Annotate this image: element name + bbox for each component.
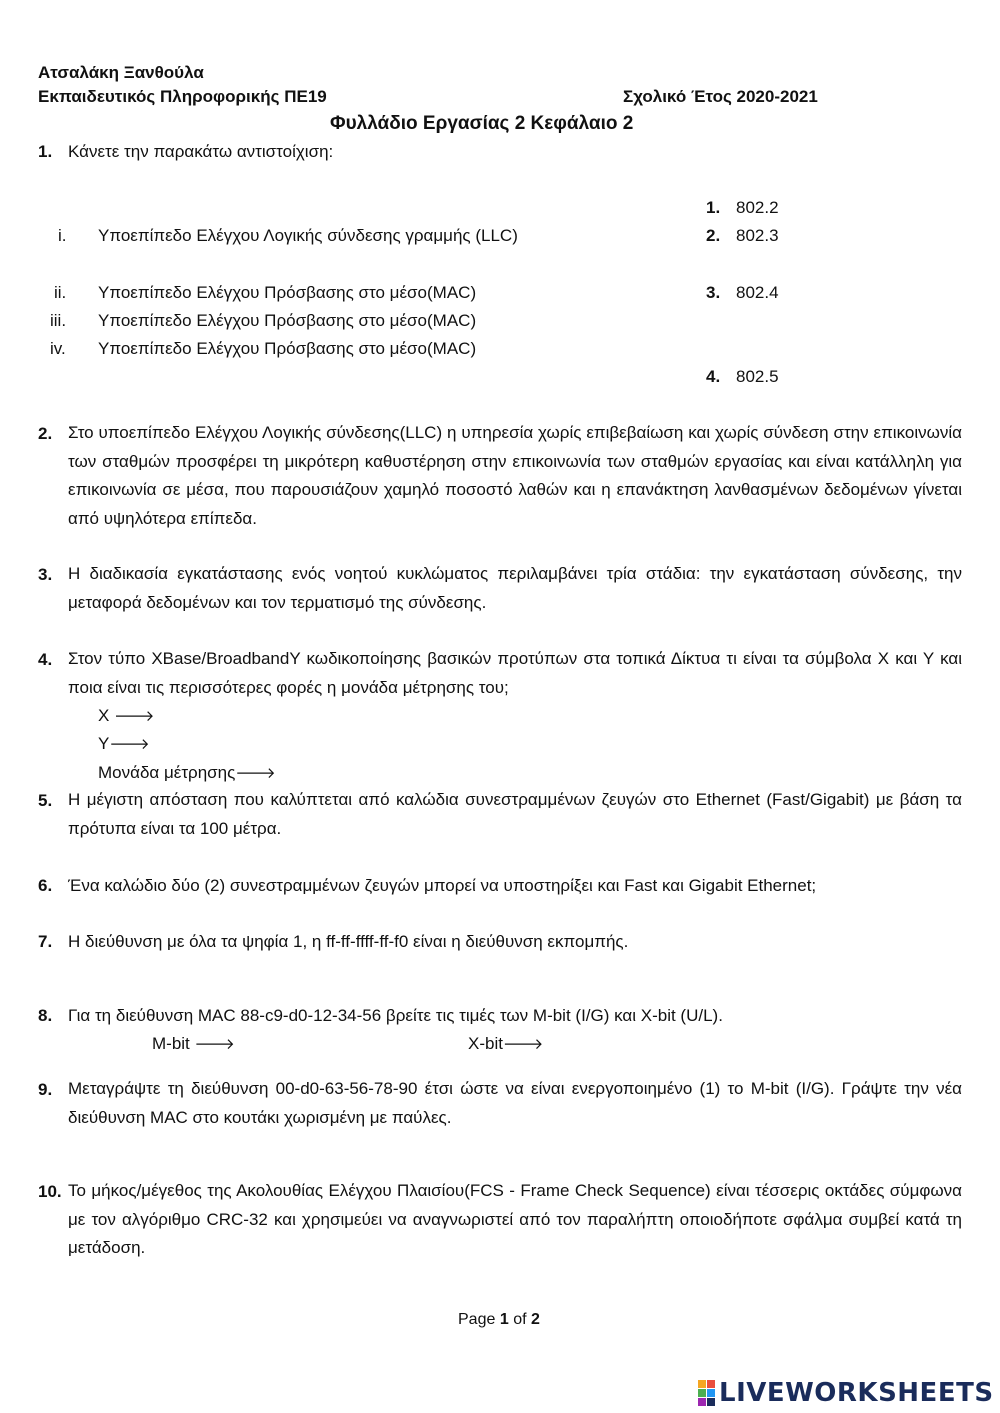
answer-y-label: Y [98,734,110,753]
question-text: Το μήκος/μέγεθος της Ακολουθίας Ελέγχου Πλαισίου(FCS - Frame Check Sequence) είναι τέσσερις οκτάδες σύμφωνα με τον αλγόριθμο CRC-32 και χρησιμεύει να αναγνωριστεί από τον παραλήπτη οποιοδήποτε σφάλμα συμβεί κατά τη μετάδοση. [68,1181,962,1257]
question-number: 3. [38,565,53,584]
match-left-item: Υποεπίπεδο Ελέγχου Πρόσβασης στο μέσο(MAC) [98,311,477,330]
question-number: 6. [38,876,53,895]
question-number: 10. [38,1182,62,1201]
answer-xbit-label: X-bit [468,1034,503,1053]
question-number: 7. [38,932,53,951]
match-right-item: 802.3 [736,226,779,245]
match-left-roman: iv. [50,339,66,358]
liveworksheets-logo-icon [698,1380,715,1406]
answer-unit-line [98,763,276,783]
page-word: Page [458,1311,496,1328]
page-title: Φυλλάδιο Εργασίας 2 Κεφάλαιο 2 [330,113,634,134]
liveworksheets-logo-text: LIVEWORKSHEETS [719,1378,994,1408]
match-left-item: Υποεπίπεδο Ελέγχου Λογικής σύνδεσης γραμμής (LLC) [98,226,518,245]
question-number: 4. [38,650,53,669]
liveworksheets-logo [698,1376,994,1410]
arrow-right-icon: 🡒 [235,764,276,782]
question-number: 5. [38,791,53,810]
match-right-number: 1. [706,198,721,217]
match-right-number: 2. [706,226,721,245]
match-left-roman: iii. [50,311,67,330]
match-left-item: Υποεπίπεδο Ελέγχου Πρόσβασης στο μέσο(MAC) [98,283,477,302]
answer-mbit-line [152,1034,235,1054]
match-right-number: 3. [706,283,721,302]
question-number: 8. [38,1006,53,1025]
arrow-right-icon: 🡒 [194,1035,235,1053]
match-right-number: 4. [706,367,721,386]
school-year: Σχολικό Έτος 2020-2021 [623,87,818,106]
answer-mbit-label: M-bit [152,1034,190,1053]
answer-xbit-line [468,1034,543,1054]
match-left-roman: i. [58,226,67,245]
author-name: Ατσαλάκη Ξανθούλα [38,63,204,82]
answer-unit-label: Μονάδα μέτρησης [98,763,236,782]
arrow-right-icon: 🡒 [502,1035,544,1053]
page-footer [458,1311,540,1329]
question-text: Ένα καλώδιο δύο (2) συνεστραμμένων ζευγών μπορεί να υποστηρίξει και Fast και Gigabit Ethernet; [68,876,817,895]
of-word: of [513,1311,527,1328]
answer-y-line [98,734,150,754]
match-left-item: Υποεπίπεδο Ελέγχου Πρόσβασης στο μέσο(MAC) [98,339,477,358]
match-right-item: 802.5 [736,367,779,386]
match-left-roman: ii. [54,283,67,302]
arrow-right-icon: 🡒 [114,707,155,725]
arrow-right-icon: 🡒 [109,735,150,753]
question-text: Η μέγιστη απόσταση που καλύπτεται από καλώδια συνεστραμμένων ζευγών στο Ethernet (Fast/Gigabit) με βάση τα πρότυπα είναι τα 100 μέτρα. [68,790,962,838]
match-right-item: 802.4 [736,283,779,302]
question-text: Στο υποεπίπεδο Ελέγχου Λογικής σύνδεσης(LLC) η υπηρεσία χωρίς επιβεβαίωση και χωρίς σύνδεση στην επικοινωνία των σταθμών προσφέρει τη μικρότερη καθυστέρηση στην επικοινωνία των σταθμών εργασίας και είναι κατάλληλη για επικοινωνία σε μέσα, που παρουσιάζουν χαμηλό ποσοστό λαθών και η επανάκτηση λανθασμένων δεδομένων γίνεται από υψηλότερα επίπεδα. [68,423,962,528]
question-text: Για τη διεύθυνση MAC 88-c9-d0-12-34-56 βρείτε τις τιμές των M-bit (I/G) και X-bit (U/L). [68,1006,723,1025]
answer-x-line [98,706,154,726]
question-number: 1. [38,142,53,161]
question-text: Μεταγράψτε τη διεύθυνση 00-d0-63-56-78-90 έτσι ώστε να είναι ενεργοποιημένο (1) το M-bit (I/G). Γράψτε την νέα διεύθυνση MAC στο κουτάκι χωρισμένη με παύλες. [68,1079,962,1127]
match-right-item: 802.2 [736,198,779,217]
page-total: 2 [530,1311,540,1328]
question-text: Στον τύπο XBase/BroadbandY κωδικοποίησης βασικών προτύπων στα τοπικά Δίκτυα τι είναι τα σύμβολα Χ και Υ και ποια είναι τις περισσότερες φορές η μονάδα μέτρησης του; [68,649,962,697]
page-current: 1 [499,1311,509,1328]
question-text: Η διεύθυνση με όλα τα ψηφία 1, η ff-ff-ffff-ff-f0 είναι η διεύθυνση εκπομπής. [68,932,629,951]
question-number: 9. [38,1080,53,1099]
question-text: Η διαδικασία εγκατάστασης ενός νοητού κυκλώματος περιλαμβάνει τρία στάδια: την εγκατάσταση σύνδεσης, την μεταφορά δεδομένων και τον τερματισμό της σύνδεσης. [68,564,962,612]
answer-x-label: X [98,706,110,725]
question-number: 2. [38,424,53,443]
teacher-role: Εκπαιδευτικός Πληροφορικής ΠΕ19 [38,87,327,106]
question-text: Κάνετε την παρακάτω αντιστοίχιση: [68,142,334,161]
